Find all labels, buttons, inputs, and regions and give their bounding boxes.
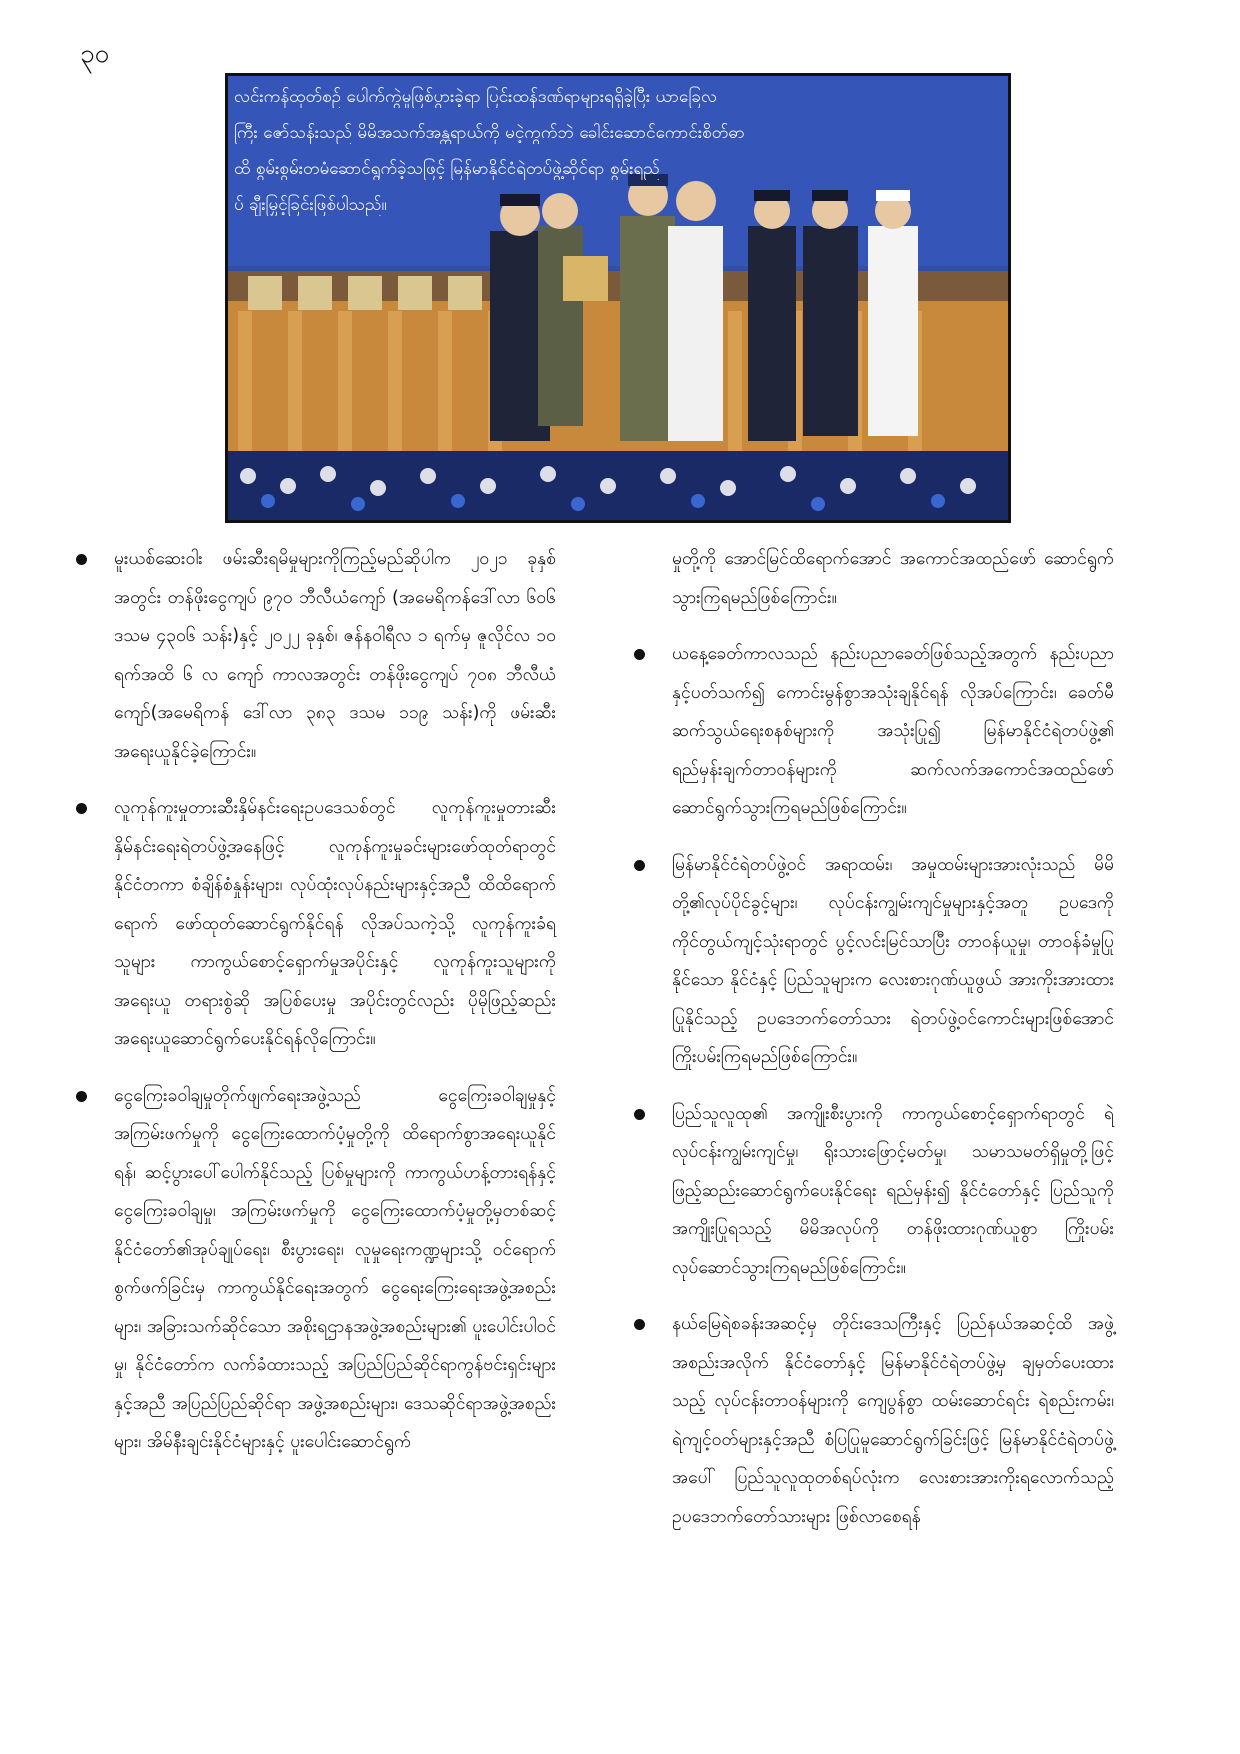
page-number: ၃၀ (80, 39, 110, 69)
bullet-icon (634, 860, 645, 871)
bullet-text: မူးယစ်ဆေးဝါး ဖမ်းဆီးရမိမှုများကိုကြည့်မည်ဆိုပါက ၂၀၂၁ ခုနှစ်အတွင်း တန်ဖိုးငွေကျပ် ၉၇၀ ဘီလီယံကျော် (အမေရိကန်ဒေါ်လာ ၆၀၆ ဒသမ ၄၃၀၆ သန်း)နှင့် ၂၀၂၂ ခုနှစ်၊ ဇန်နဝါရီလ ၁ ရက်မှ ဇူလိုင်လ ၁၀ ရက်အထိ ၆ လ ကျော် ကာလအတွင်း တန်ဖိုးငွေကျပ် ၇၀၈ ဘီလီယံကျော်(အမေရိကန် ဒေါ်လာ ၃၈၃ ဒသမ ၁၁၉ သန်း)ကို ဖမ်းဆီးအရေးယူနိုင်ခဲ့ကြောင်း။ (114, 549, 556, 762)
right-column (632, 540, 1114, 1554)
bullet-icon (76, 554, 87, 565)
bullet-text: လူကုန်ကူးမှုတားဆီးနှိမ်နင်းရေးဥပဒေသစ်တွင် လူကုန်ကူးမှုတားဆီးနှိမ်နင်းရေးရဲတပ်ဖွဲ့အနေဖြင့် လူကုန်ကူးမှုခင်းများဖော်ထုတ်ရာတွင် နိုင်ငံတကာ စံချိန်စံနှုန်းများ၊ လုပ်ထုံးလုပ်နည်းများနှင့်အညီ ထိထိရောက်ရောက် ဖော်ထုတ်ဆောင်ရွက်နိုင်ရန် လိုအပ်သကဲ့သို့ လူကုန်ကူးခံရသူများ ကာကွယ်စောင့်ရှောက်မှုအပိုင်းနှင့် လူကုန်ကူးသူများကို အရေးယူ တရားစွဲဆို အပြစ်ပေးမှု အပိုင်းတွင်လည်း ပိုမိုဖြည့်ဆည်းအရေးယူဆောင်ရွက်ပေးနိုင်ရန်လိုကြောင်း။ (114, 798, 556, 1049)
bullet-text: ယနေ့ခေတ်ကာလသည် နည်းပညာခေတ်ဖြစ်သည့်အတွက် နည်းပညာနှင့်ပတ်သက်၍ ကောင်းမွန်စွာအသုံးချနိုင်ရန် လိုအပ်ကြောင်း၊ ခေတ်မီဆက်သွယ်ရေးစနစ်များကို အသုံးပြု၍ မြန်မာနိုင်ငံရဲတပ်ဖွဲ့၏ ရည်မှန်းချက်တာဝန်များကို ဆက်လက်အကောင်အထည်ဖော် ဆောင်ရွက်သွားကြရမည်ဖြစ်ကြောင်း။ (672, 644, 1114, 818)
bullet-text: နယ်မြေရဲစခန်းအဆင့်မှ တိုင်းဒေသကြီးနှင့် ပြည်နယ်အဆင့်ထိ အဖွဲ့အစည်းအလိုက် နိုင်ငံတော်နှင့် မြန်မာနိုင်ငံရဲတပ်ဖွဲ့မှ ချမှတ်ပေးထားသည့် လုပ်ငန်းတာဝန်များကို ကျေပွန်စွာ ထမ်းဆောင်ရင်း ရဲစည်းကမ်း၊ ရဲကျင့်ဝတ်များနှင့်အညီ စံပြပြုမူဆောင်ရွက်ခြင်းဖြင့် မြန်မာနိုင်ငံရဲတပ်ဖွဲ့အပေါ် ပြည်သူလူထုတစ်ရပ်လုံးက လေးစားအားကိုးရလောက်သည့် ဥပဒေဘက်တော်သားများ ဖြစ်လာစေရန် (672, 1314, 1114, 1527)
bullet-item (632, 635, 1114, 828)
bullet-text: ပြည်သူလူထု၏ အကျိုးစီးပွားကို ကာကွယ်စောင့်ရှောက်ရာတွင် ရဲလုပ်ငန်းကျွမ်းကျင်မှု၊ ရိုးသားဖြောင့်မတ်မှု၊ သမာသမတ်ရှိမှုတို့ဖြင့် ဖြည့်ဆည်းဆောင်ရွက်ပေးနိုင်ရေး ရည်မှန်း၍ နိုင်ငံတော်နှင့် ပြည်သူကို အကျိုးပြုရသည့် မိမိအလုပ်ကို တန်ဖိုးထားဂုဏ်ယူစွာ ကြိုးပမ်းလုပ်ဆောင်သွားကြရမည်ဖြစ်ကြောင်း။ (672, 1103, 1114, 1278)
bullet-item (74, 1077, 556, 1462)
bullet-item (632, 846, 1114, 1077)
left-column (74, 540, 556, 1480)
bullet-icon (76, 1091, 87, 1102)
bullet-item (74, 540, 556, 771)
bullet-item (632, 1095, 1114, 1288)
bullet-text: ငွေကြေးခဝါချမှုတိုက်ဖျက်ရေးအဖွဲ့သည် ငွေကြေးခဝါချမှုနှင့် အကြမ်းဖက်မှုကို ငွေကြေးထောက်ပံ့မှုတို့ကို ထိရောက်စွာအရေးယူနိုင်ရန်၊ ဆင့်ပွားပေါ်ပေါက်နိုင်သည့် ပြစ်မှုများကို ကာကွယ်ဟန့်တားရန်နှင့် ငွေကြေးခဝါချမှု၊ အကြမ်းဖက်မှုကို ငွေကြေးထောက်ပံ့မှုတို့မှတစ်ဆင့် နိုင်ငံတော်၏အုပ်ချုပ်ရေး၊ စီးပွားရေး၊ လူမှုရေးကဏ္ဍများသို့ ဝင်ရောက်စွက်ဖက်ခြင်းမှ ကာကွယ်နိုင်ရေးအတွက် ငွေရေးကြေးရေးအဖွဲ့အစည်းများ၊ အခြားသက်ဆိုင်သော အစိုးရဌာနအဖွဲ့အစည်းများ၏ ပူးပေါင်းပါဝင်မှု၊ နိုင်ငံတော်က လက်ခံထားသည့် အပြည်ပြည်ဆိုင်ရာကွန်ဗင်းရှင်းများနှင့်အညီ အပြည်ပြည်ဆိုင်ရာ အဖွဲ့အစည်းများ၊ ဒေသဆိုင်ရာအဖွဲ့အစည်းများ၊ အိမ်နီးချင်းနိုင်ငံများနှင့် ပူးပေါင်းဆောင်ရွက် (114, 1085, 556, 1452)
bullet-item (632, 1305, 1114, 1536)
banner-text-line: ပ် ချီးမြှင့်ခြင်းဖြစ်ပါသည်။ (234, 195, 387, 215)
bullet-icon (76, 803, 87, 814)
banner-text-line: ထိ စွမ်းစွမ်းတမံဆောင်ရွက်ခဲ့သဖြင့် မြန်မာနိုင်ငံရဲတပ်ဖွဲ့ဆိုင်ရာ စွမ်းရည် (234, 159, 660, 179)
banner-text-line: ကြီး ဇော်သန်းသည် မိမိအသက်အန္တရာယ်ကို မငဲ့ကွက်ဘဲ ခေါင်းဆောင်ကောင်းစိတ်ဓာ (234, 123, 745, 143)
continued-paragraph: မှုတို့ကို အောင်မြင်ထိရောက်အောင် အကောင်အထည်ဖော် ဆောင်ရွက်သွားကြရမည်ဖြစ်ကြောင်း။ (672, 549, 1114, 608)
bullet-text: မြန်မာနိုင်ငံရဲတပ်ဖွဲ့ဝင် အရာထမ်း၊ အမှုထမ်းများအားလုံးသည် မိမိတို့၏လုပ်ပိုင်ခွင့်များ၊ လုပ်ငန်းကျွမ်းကျင်မှုများနှင့်အတူ ဥပဒေကို ကိုင်တွယ်ကျင့်သုံးရာတွင် ပွင့်လင်းမြင်သာပြီး တာဝန်ယူမှု၊ တာဝန်ခံမှုပြုနိုင်သော နိုင်ငံနှင့် ပြည်သူများက လေးစားဂုဏ်ယူဖွယ် အားကိုးအားထားပြုနိုင်သည့် ဥပဒေဘက်တော်သား ရဲတပ်ဖွဲ့ဝင်ကောင်းများဖြစ်အောင် ကြိုးပမ်းကြရမည်ဖြစ်ကြောင်း။ (672, 854, 1114, 1067)
award-ceremony-photo (225, 73, 1011, 523)
bullet-item (74, 789, 556, 1059)
bullet-icon (634, 1319, 645, 1330)
banner-text-line: လင်းကန်ထုတ်စဉ် ပေါက်ကွဲမှုဖြစ်ပွားခဲ့ရာ ပြင်းထန်ဒဏ်ရာများရရှိခဲ့ပြီး ယာခြေလ (234, 87, 717, 107)
bullet-icon (634, 1109, 645, 1120)
bullet-icon (634, 649, 645, 660)
